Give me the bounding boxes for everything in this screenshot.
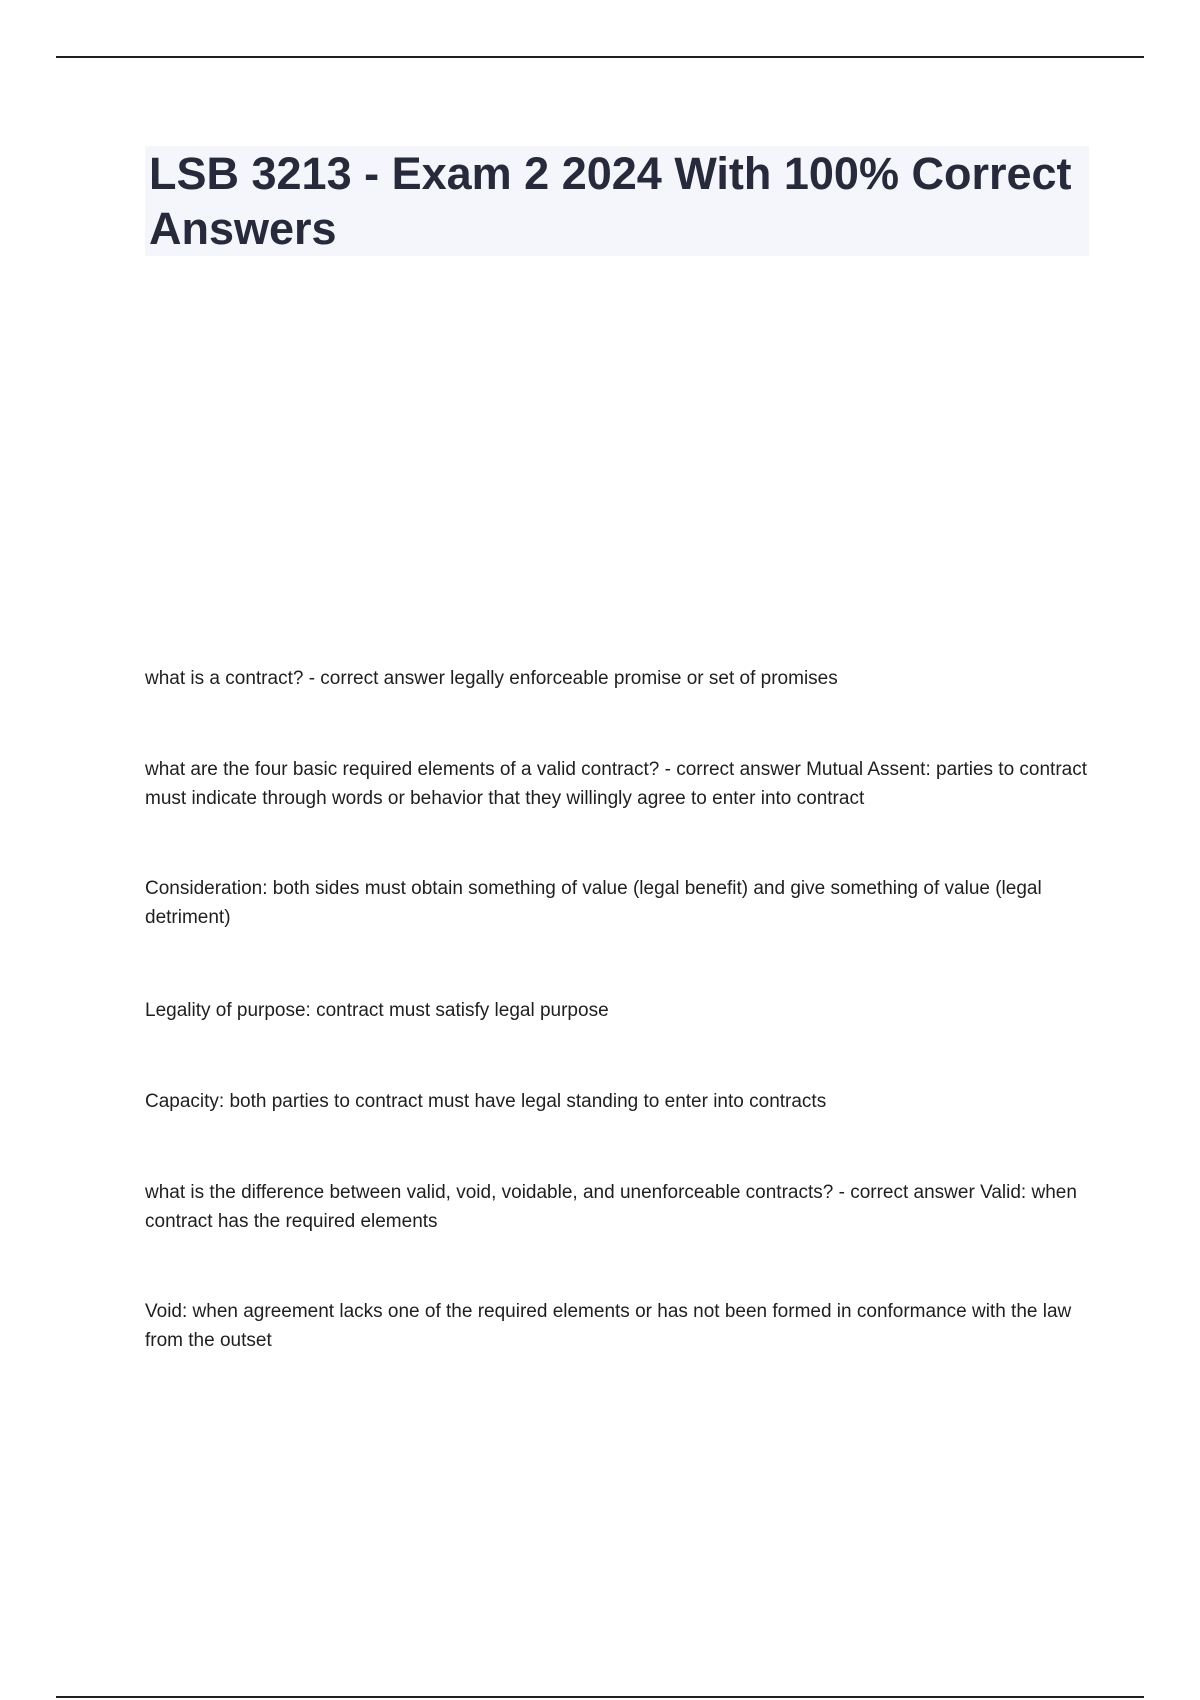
title-block	[145, 146, 1089, 256]
document-title: LSB 3213 - Exam 2 2024 With 100% Correct Answers	[149, 148, 1072, 254]
paragraph-6: what is the difference between valid, void, voidable, and unenforceable contracts? - correct answer Valid: when contract has the required elements	[145, 1182, 1077, 1232]
paragraph-3: Consideration: both sides must obtain something of value (legal benefit) and give something of value (legal detriment)	[145, 878, 1042, 928]
paragraph-1: what is a contract? - correct answer legally enforceable promise or set of promises	[145, 668, 838, 689]
footer-rule	[56, 1696, 1144, 1698]
paragraph-4: Legality of purpose: contract must satisfy legal purpose	[145, 1000, 609, 1021]
paragraph-5: Capacity: both parties to contract must have legal standing to enter into contracts	[145, 1091, 827, 1112]
paragraph-2: what are the four basic required elements of a valid contract? - correct answer Mutual Assent: parties to contract must indicate through words or behavior that they willingly agree to enter into contract	[145, 759, 1088, 809]
paragraph-7: Void: when agreement lacks one of the required elements or has not been formed in conformance with the law from the outset	[145, 1301, 1072, 1351]
header-rule	[56, 56, 1144, 58]
